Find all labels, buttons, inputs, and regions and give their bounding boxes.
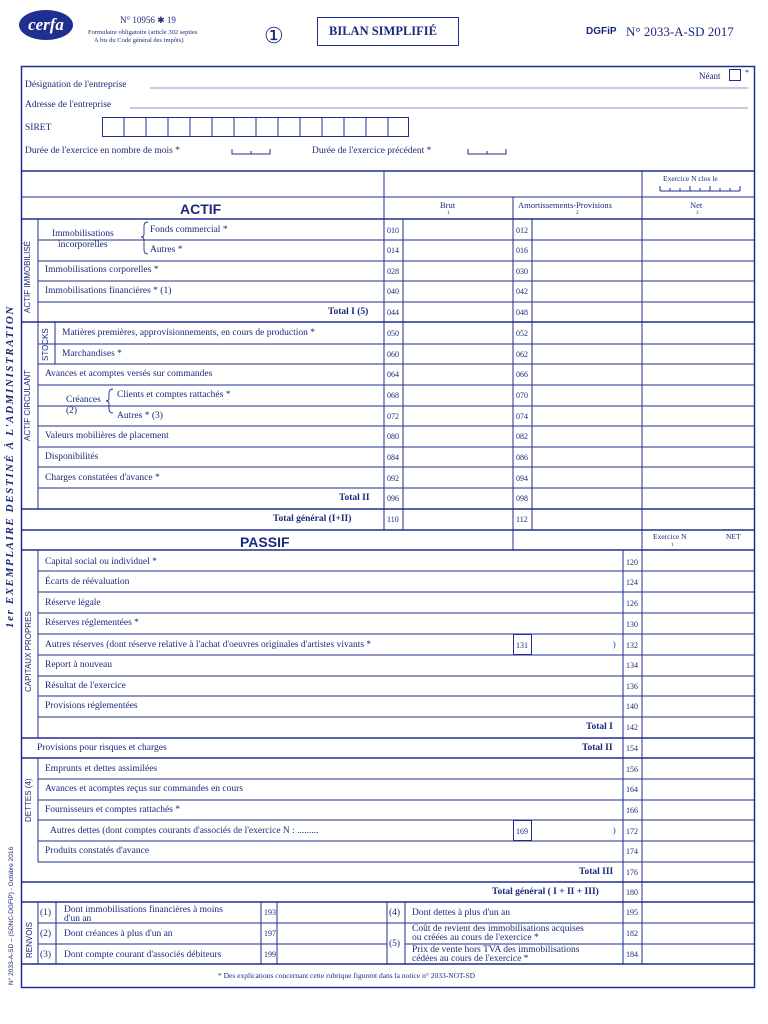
neant-label: Néant bbox=[699, 71, 721, 81]
group-dettes: DETTES (4) bbox=[24, 778, 33, 822]
passif-row-label: Emprunts et dettes assimilées bbox=[45, 764, 158, 774]
actif-code-amort: 112 bbox=[516, 515, 528, 524]
renvoi-label: d'un an bbox=[64, 914, 92, 924]
form-note-1: Formulaire obligatoire (article 302 septies bbox=[88, 29, 198, 36]
actif-code-brut: 050 bbox=[387, 329, 399, 338]
passif-code: 124 bbox=[626, 578, 638, 587]
passif-code: 166 bbox=[626, 806, 638, 815]
col-amort-n: 2 bbox=[576, 211, 579, 216]
actif-row-label: Immobilisations corporelles * bbox=[45, 265, 159, 275]
renvoi-number: (3) bbox=[40, 950, 52, 960]
col-net: Net bbox=[690, 200, 703, 210]
actif-row-label: Valeurs mobilières de placement bbox=[45, 431, 169, 441]
renvoi-code: 195 bbox=[626, 908, 638, 917]
passif-row-label: Report à nouveau bbox=[45, 660, 113, 670]
renvoi-label: Prix de vente hors TVA des immobilisations bbox=[412, 945, 580, 955]
renvoi-label: Dont immobilisations financières à moins bbox=[64, 905, 223, 915]
passif-exercice: Exercice N bbox=[653, 532, 687, 541]
actif-code-brut: 010 bbox=[387, 226, 399, 235]
passif-row-label: Autres dettes (dont comptes courants d'associés de l'exercice N : ......... bbox=[50, 826, 319, 836]
actif-row-label: Total général (I+II) bbox=[273, 514, 352, 524]
actif-row-label: Immobilisations financières * (1) bbox=[45, 286, 172, 296]
passif-exercice-n: 1 bbox=[671, 543, 674, 548]
passif-row-label: Avances et acomptes reçus sur commandes en cours bbox=[45, 784, 243, 794]
renvoi-code: 197 bbox=[264, 929, 276, 938]
actif-row-label: Avances et acomptes versés sur commandes bbox=[45, 369, 213, 379]
actif-code-brut: 080 bbox=[387, 432, 399, 441]
renvoi-number: (2) bbox=[40, 929, 52, 939]
passif-code: 142 bbox=[626, 723, 638, 732]
group-actif-immobilise: ACTIF IMMOBILISÉ bbox=[23, 240, 32, 313]
actif-row-label: Total II bbox=[339, 493, 370, 503]
actif-code-brut: 028 bbox=[387, 267, 399, 276]
renvoi-label: Dont compte courant d'associés débiteurs bbox=[64, 950, 222, 960]
passif-row-label: Fournisseurs et comptes rattachés * bbox=[45, 805, 181, 815]
dgfip: DGFiP bbox=[586, 26, 617, 37]
actif-row-label: Marchandises * bbox=[62, 349, 122, 359]
passif-net: NET bbox=[726, 532, 741, 541]
actif-code-amort: 074 bbox=[516, 412, 528, 421]
renvoi-number: (1) bbox=[40, 908, 52, 918]
actif-row-label: Clients et comptes rattachés * bbox=[117, 390, 231, 400]
actif-code-amort: 048 bbox=[516, 308, 528, 317]
renvois-label: RENVOIS bbox=[25, 921, 34, 958]
actif-code-brut: 092 bbox=[387, 474, 399, 483]
group-capitaux-propres: CAPITAUX PROPRES bbox=[24, 611, 33, 692]
passif-row-label: Total III bbox=[579, 867, 614, 877]
passif-code: 174 bbox=[626, 847, 638, 856]
designation-field[interactable] bbox=[150, 76, 748, 88]
duree-prec-label: Durée de l'exercice précédent * bbox=[312, 146, 432, 156]
duree-field[interactable] bbox=[232, 142, 270, 154]
renvoi-code: 199 bbox=[264, 950, 276, 959]
passif-row-label: Provisions réglementées bbox=[45, 701, 138, 711]
code-131: 131 bbox=[516, 641, 528, 650]
passif-row-label: Capital social ou individuel * bbox=[45, 557, 157, 567]
actif-code-brut: 060 bbox=[387, 350, 399, 359]
passif-code: 176 bbox=[626, 868, 638, 877]
actif-code-brut: 044 bbox=[387, 308, 399, 317]
actif-code-brut: 096 bbox=[387, 494, 399, 503]
actif-code-amort: 030 bbox=[516, 267, 528, 276]
actif-code-amort: 016 bbox=[516, 246, 528, 255]
exemplaire-side-label: 1er EXEMPLAIRE DESTINÉ À L'ADMINISTRATION bbox=[4, 305, 16, 628]
exercice-clos-label: Exercice N clos le bbox=[663, 174, 718, 183]
actif-code-brut: 014 bbox=[387, 246, 399, 255]
actif-code-brut: 064 bbox=[387, 370, 399, 379]
passif-code: 164 bbox=[626, 785, 638, 794]
actif-code-amort: 070 bbox=[516, 391, 528, 400]
passif-code: 130 bbox=[626, 620, 638, 629]
col-net-n: 3 bbox=[696, 211, 699, 216]
duree-label: Durée de l'exercice en nombre de mois * bbox=[25, 146, 180, 156]
actif-row-label: Autres * bbox=[150, 245, 183, 255]
passif-row-label: Total général ( I + II + III) bbox=[492, 887, 599, 897]
group-actif-circulant: ACTIF CIRCULANT bbox=[23, 369, 32, 441]
creances-label-2: (2) bbox=[66, 406, 78, 416]
designation-label: Désignation de l'entreprise bbox=[25, 80, 127, 90]
passif-code: 172 bbox=[626, 827, 638, 836]
passif-row-label: Produits constatés d'avance bbox=[45, 846, 150, 856]
passif-row-label: Provisions pour risques et charges bbox=[37, 743, 167, 753]
col-brut-n: 1 bbox=[447, 211, 450, 216]
passif-code: 180 bbox=[626, 888, 638, 897]
actif-row-label: Disponibilités bbox=[45, 452, 99, 462]
form-ref: N° 2033-A-SD 2017 bbox=[626, 24, 734, 39]
paren-169: ) bbox=[613, 826, 616, 835]
renvoi-label: Dont créances à plus d'un an bbox=[64, 929, 173, 939]
actif-code-amort: 086 bbox=[516, 453, 528, 462]
actif-row-label: Autres * (3) bbox=[117, 411, 163, 421]
renvoi-code: 182 bbox=[626, 929, 638, 938]
passif-row-label: Autres réserves (dont réserve relative à l'achat d'oeuvres originales d'artistes vivants * bbox=[45, 640, 372, 650]
renvoi-number: (4) bbox=[389, 908, 401, 918]
actif-code-amort: 098 bbox=[516, 494, 528, 503]
passif-code: 126 bbox=[626, 599, 638, 608]
passif-code: 140 bbox=[626, 702, 638, 711]
neant-star: * bbox=[745, 68, 749, 77]
actif-code-brut: 072 bbox=[387, 412, 399, 421]
actif-row-label: Charges constatées d'avance * bbox=[45, 473, 160, 483]
renvoi-label: Dont dettes à plus d'un an bbox=[412, 908, 511, 918]
adresse-field[interactable] bbox=[130, 96, 748, 108]
actif-code-brut: 084 bbox=[387, 453, 399, 462]
col-amort: Amortissements-Provisions bbox=[518, 200, 612, 210]
passif-row-label: Résultat de l'exercice bbox=[45, 681, 126, 691]
form-number: N° 10956 ✱ 19 bbox=[120, 15, 176, 25]
footer-ref-side: N° 2033-A-SD – (SDNC-DGFiP) - Octobre 2016 bbox=[8, 846, 15, 985]
actif-code-amort: 052 bbox=[516, 329, 528, 338]
passif-row-label: Réserves réglementées * bbox=[45, 618, 139, 628]
renvoi-label: ou créées au cours de l'exercice * bbox=[412, 933, 539, 943]
sheet-number: ① bbox=[264, 23, 284, 48]
actif-title: ACTIF bbox=[180, 201, 222, 217]
actif-code-amort: 082 bbox=[516, 432, 528, 441]
paren-131: ) bbox=[613, 640, 616, 649]
passif-total-ii: Total II bbox=[582, 743, 613, 753]
actif-row-label: Total I (5) bbox=[328, 307, 369, 317]
actif-code-brut: 068 bbox=[387, 391, 399, 400]
adresse-label: Adresse de l'entreprise bbox=[25, 100, 112, 110]
passif-row-label: Total I bbox=[586, 722, 613, 732]
footnote: * Des explications concernant cette rubrique figurent dans la notice n° 2033-NOT-SD bbox=[218, 971, 476, 980]
immo-incorp-label-2: incorporelles bbox=[58, 240, 108, 250]
duree-prec-field[interactable] bbox=[468, 142, 506, 154]
siret-field[interactable] bbox=[102, 117, 409, 137]
passif-row-label: Réserve légale bbox=[45, 598, 101, 608]
creances-label-1: Créances bbox=[66, 395, 101, 405]
siret-label: SIRET bbox=[25, 123, 52, 133]
group-stocks: STOCKS bbox=[41, 328, 50, 361]
passif-row-label: Écarts de réévaluation bbox=[45, 577, 130, 587]
passif-code: 132 bbox=[626, 641, 638, 650]
cerfa-logo: cerfa bbox=[19, 10, 73, 40]
col-brut: Brut bbox=[440, 200, 456, 210]
immo-incorp-label-1: Immobilisations bbox=[52, 229, 114, 239]
renvoi-label: cédées au cours de l'exercice * bbox=[412, 954, 529, 964]
actif-code-amort: 066 bbox=[516, 370, 528, 379]
passif-title: PASSIF bbox=[240, 534, 290, 550]
actif-code-amort: 012 bbox=[516, 226, 528, 235]
passif-code: 134 bbox=[626, 661, 638, 670]
actif-code-brut: 110 bbox=[387, 515, 399, 524]
actif-code-amort: 042 bbox=[516, 287, 528, 296]
actif-code-brut: 040 bbox=[387, 287, 399, 296]
passif-code: 136 bbox=[626, 682, 638, 691]
code-169: 169 bbox=[516, 827, 528, 836]
actif-row-label: Matières premières, approvisionnements, en cours de production * bbox=[62, 328, 315, 338]
passif-code: 120 bbox=[626, 558, 638, 567]
renvoi-code: 184 bbox=[626, 950, 638, 959]
renvoi-label: Coût de revient des immobilisations acquises bbox=[412, 924, 584, 934]
actif-row-label: Fonds commercial * bbox=[150, 225, 228, 235]
passif-code: 156 bbox=[626, 765, 638, 774]
renvoi-number: (5) bbox=[389, 939, 401, 949]
form-note-2: A bis du Code général des impôts) bbox=[94, 37, 184, 44]
actif-code-amort: 062 bbox=[516, 350, 528, 359]
passif-code: 154 bbox=[626, 744, 638, 753]
renvoi-code: 193 bbox=[264, 908, 276, 917]
form-title: BILAN SIMPLIFIÉ bbox=[329, 24, 438, 38]
actif-code-amort: 094 bbox=[516, 474, 528, 483]
